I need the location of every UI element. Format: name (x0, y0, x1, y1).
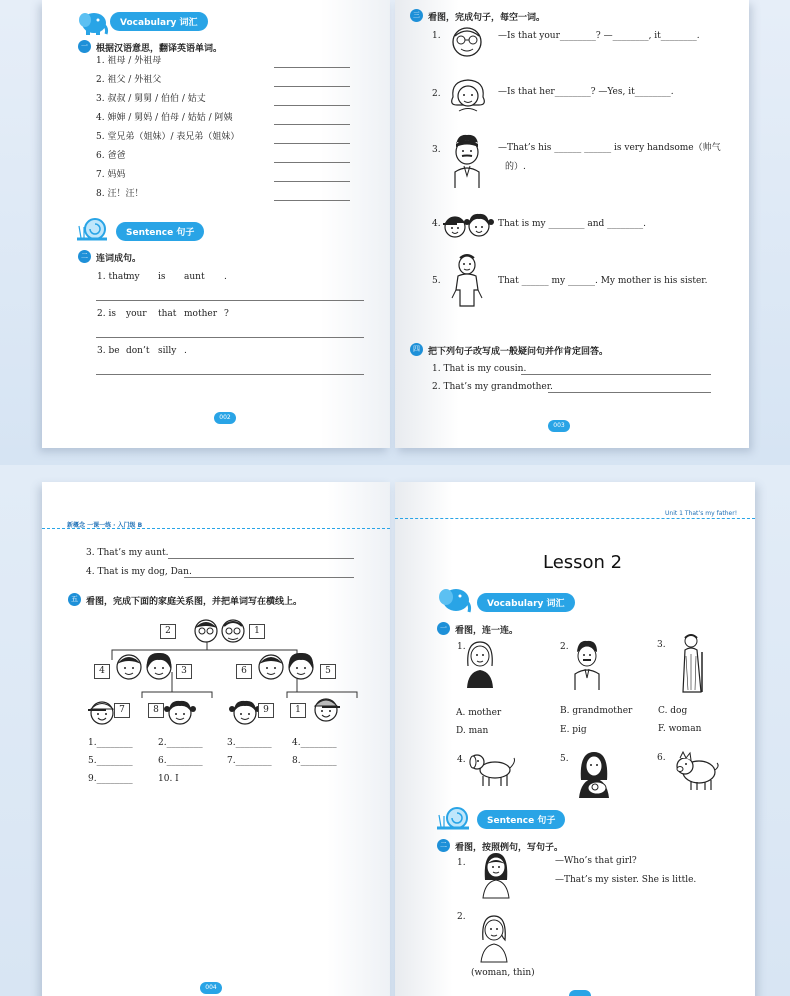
vocab-item: 3. 叔叔 / 舅舅 / 伯伯 / 姑丈 (96, 94, 206, 104)
answer-line[interactable] (274, 105, 350, 106)
scramble-word: don’t (126, 346, 150, 356)
answer-blank[interactable]: 2.________ (158, 738, 203, 748)
running-header: Unit 1 That’s my father! (665, 510, 738, 517)
option-b: B. grandmother (560, 706, 633, 716)
option-e: E. pig (560, 725, 587, 735)
answer-line[interactable] (96, 337, 364, 338)
answer-line[interactable] (274, 200, 350, 201)
tree-number-box: 5 (320, 664, 336, 679)
page-005 (395, 482, 755, 996)
dog-icon (467, 748, 517, 788)
boy-and-girl-icon (439, 208, 495, 242)
question-text: That ______ my ______. My mother is his sister. (498, 276, 708, 286)
answer-line[interactable] (548, 392, 711, 393)
page-003 (395, 0, 749, 448)
question-text: —Is that her________? —Yes, it________. (498, 87, 674, 97)
scramble-word: ? (224, 309, 229, 319)
couple-left-icon (112, 650, 178, 682)
exercise-badge: 一 (78, 40, 91, 53)
girl-icon (162, 696, 198, 726)
exercise-instruction: 看图，连一连。 (455, 626, 519, 636)
option-a: A. mother (456, 708, 502, 718)
vocab-item: 4. 婶婶 / 舅妈 / 伯母 / 姑姑 / 阿姨 (96, 113, 233, 123)
question-number: 2. (432, 89, 441, 99)
question-text: —That’s his ______ ______ is very handsome（帅气 (498, 143, 721, 153)
answer-line[interactable] (274, 181, 350, 182)
exercise-badge: 四 (410, 343, 423, 356)
page-number: 004 (200, 982, 222, 994)
grandmother-icon (447, 75, 489, 117)
answer-blank[interactable]: 5.________ (88, 756, 133, 766)
tree-number-box: 9 (258, 703, 274, 718)
example-question: —Who’s that girl? (555, 856, 637, 866)
mother-with-baby-icon (575, 748, 613, 800)
grandfather-icon (447, 22, 487, 62)
rewrite-sentence: 4. That is my dog, Dan. (86, 567, 192, 577)
answer-line[interactable] (96, 374, 364, 375)
exercise-instruction: 看图，完成句子，每空一词。 (428, 13, 546, 23)
tree-number-box: 1 (290, 703, 306, 718)
question-text: —Is that your________? —________, it________. (498, 31, 700, 41)
answer-line[interactable] (168, 558, 354, 559)
header-rule (395, 518, 755, 519)
tree-number-box: 8 (148, 703, 164, 718)
question-number: 2. (457, 912, 466, 922)
exercise-instruction: 看图，按照例句，写句子。 (455, 843, 564, 853)
snail-icon (75, 216, 111, 242)
tree-number-box: 6 (236, 664, 252, 679)
scramble-word: 1. that (97, 272, 127, 282)
answer-blank[interactable]: 8.________ (292, 756, 337, 766)
tree-number-box: 4 (94, 664, 110, 679)
vocabulary-pill: Vocabulary 词汇 (477, 593, 575, 612)
girl-icon (479, 850, 513, 900)
elephant-icon (77, 8, 109, 36)
option-d: D. man (456, 726, 489, 736)
boy-cap-icon (310, 692, 342, 724)
answer-blank[interactable]: 7.________ (227, 756, 272, 766)
answer-line[interactable] (274, 67, 350, 68)
page-number: 003 (548, 420, 570, 432)
picture-label: 1. (457, 642, 466, 652)
running-header: 新概念 一课一练 · 入门级 B (67, 522, 143, 529)
question-number: 1. (432, 31, 441, 41)
rewrite-sentence: 1. That is my cousin. (432, 364, 527, 374)
tree-number-box: 3 (176, 664, 192, 679)
scramble-word: your (126, 309, 147, 319)
vocab-item: 1. 祖母 / 外祖母 (96, 56, 162, 66)
answer-line[interactable] (184, 577, 354, 578)
page-002 (42, 0, 390, 448)
question-text: That is my ________ and ________. (498, 219, 646, 229)
uncle-icon (450, 250, 484, 308)
vocab-item: 8. 汪！汪！ (96, 189, 144, 199)
header-rule (42, 528, 390, 529)
question-number: 3. (432, 145, 441, 155)
scramble-word: aunt (184, 272, 205, 282)
scramble-word: silly (158, 346, 177, 356)
couple-right-icon (254, 650, 320, 682)
question-text-continued: 的）. (505, 162, 526, 172)
woman-icon (477, 912, 511, 964)
exercise-badge: 三 (410, 9, 423, 22)
scramble-word: my (126, 272, 140, 282)
exercise-badge: 五 (68, 593, 81, 606)
exercise-instruction: 连词成句。 (96, 254, 142, 264)
vocabulary-pill: Vocabulary 词汇 (110, 12, 208, 31)
hint-words: (woman, thin) (471, 968, 535, 978)
answer-blank[interactable]: 1.________ (88, 738, 133, 748)
example-answer: —That’s my sister. She is little. (555, 875, 697, 885)
picture-label: 3. (657, 640, 666, 650)
scramble-word: that (158, 309, 177, 319)
picture-label: 6. (657, 753, 666, 763)
grandmother-icon (678, 632, 708, 694)
scramble-word: 2. is (97, 309, 116, 319)
snail-icon (435, 804, 473, 832)
tree-number-box: 1 (249, 624, 265, 639)
question-number: 5. (432, 276, 441, 286)
answer-line[interactable] (274, 143, 350, 144)
option-f: F. woman (658, 724, 702, 734)
pig-icon (675, 748, 721, 792)
answer-blank[interactable]: 3.________ (227, 738, 272, 748)
sentence-pill: Sentence 句子 (477, 810, 565, 829)
grandparents-icon (190, 616, 250, 646)
picture-label: 2. (560, 642, 569, 652)
sentence-pill: Sentence 句子 (116, 222, 204, 241)
exercise-instruction: 把下列句子改写成一般疑问句并作肯定回答。 (428, 347, 609, 357)
question-number: 1. (457, 858, 466, 868)
scramble-word: . (184, 346, 187, 356)
exercise-badge: 一 (437, 622, 450, 635)
man-icon (447, 132, 487, 190)
answer-line[interactable] (96, 300, 364, 301)
scramble-word: mother (184, 309, 217, 319)
man-icon (570, 638, 604, 692)
answer-line[interactable] (274, 124, 350, 125)
page-004 (42, 482, 390, 996)
answer-blank[interactable]: 4.________ (292, 738, 337, 748)
answer-blank[interactable]: 9.________ (88, 774, 133, 784)
elephant-icon (437, 584, 473, 614)
woman-icon (463, 638, 497, 690)
rewrite-sentence: 2. That’s my grandmother. (432, 382, 553, 392)
exercise-badge: 二 (78, 250, 91, 263)
scramble-word: . (224, 272, 227, 282)
tree-number-box: 7 (114, 703, 130, 718)
answer-blank[interactable]: 6.________ (158, 756, 203, 766)
vocab-item: 5. 堂兄弟（姐妹）/ 表兄弟（姐妹） (96, 132, 240, 142)
tree-number-box: 2 (160, 624, 176, 639)
page-number (569, 990, 591, 996)
rewrite-sentence: 3. That’s my aunt. (86, 548, 169, 558)
page-number: 002 (214, 412, 236, 424)
answer-line[interactable] (521, 374, 711, 375)
vocab-item: 2. 祖父 / 外祖父 (96, 75, 162, 85)
exercise-instruction: 看图，完成下面的家庭关系图，并把单词写在横线上。 (86, 597, 303, 607)
vocab-item: 6. 爸爸 (96, 151, 126, 161)
picture-label: 5. (560, 754, 569, 764)
answer-line[interactable] (274, 162, 350, 163)
option-c: C. dog (658, 706, 688, 716)
picture-label: 4. (457, 755, 466, 765)
exercise-instruction: 根据汉语意思，翻译英语单词。 (96, 44, 223, 54)
vocab-item: 7. 妈妈 (96, 170, 126, 180)
answer-blank[interactable]: 10. I (158, 774, 179, 784)
scramble-word: is (158, 272, 166, 282)
question-number: 4. (432, 219, 441, 229)
exercise-badge: 二 (437, 839, 450, 852)
scramble-word: 3. be (97, 346, 120, 356)
lesson-title: Lesson 2 (543, 552, 623, 573)
answer-line[interactable] (274, 86, 350, 87)
